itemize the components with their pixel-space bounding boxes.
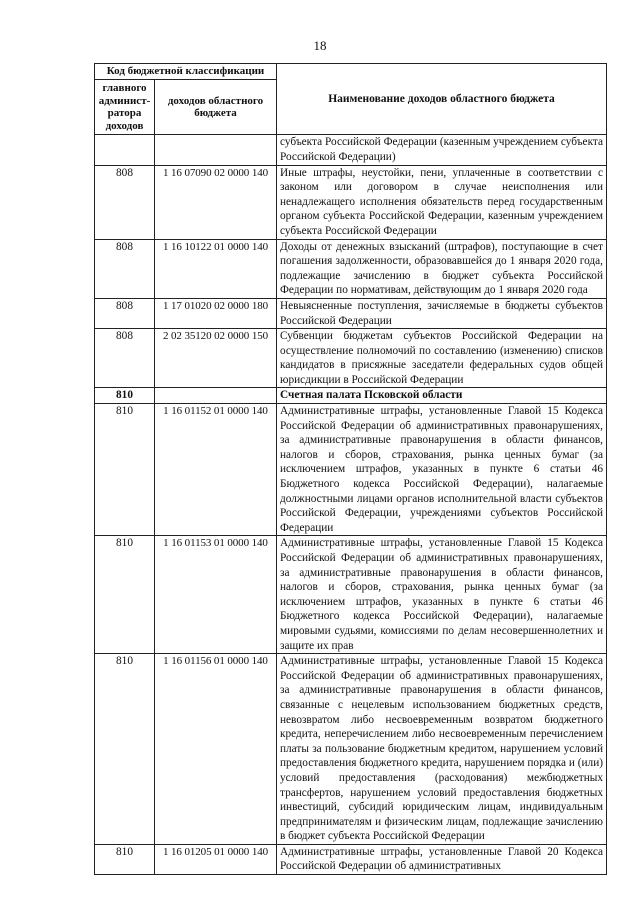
admin-code-cell: 810 <box>95 654 155 845</box>
table-row <box>95 844 607 874</box>
income-code-cell: 1 16 01153 01 0000 140 <box>155 536 277 654</box>
admin-code-cell: 808 <box>95 165 155 239</box>
admin-code-cell: 810 <box>95 404 155 536</box>
income-name-cell: Административные штрафы, установленные Главой 20 Кодекса Российской Федерации об административных <box>277 844 607 874</box>
table-row <box>95 536 607 654</box>
income-name-cell: Иные штрафы, неустойки, пени, уплаченные в соответствии с законом или договором в случае неисполнения или ненадлежащего исполнения обязательств перед государственным органом субъекта Российской Федерации, казенным учреждением субъекта Российской Федерации <box>277 165 607 239</box>
table-row <box>95 404 607 536</box>
income-code-cell: 1 16 07090 02 0000 140 <box>155 165 277 239</box>
table-header-row <box>95 64 607 80</box>
income-code-cell <box>155 135 277 165</box>
table-row <box>95 654 607 845</box>
table-body <box>95 135 607 875</box>
income-code-cell: 1 16 01205 01 0000 140 <box>155 844 277 874</box>
budget-income-table <box>94 63 607 875</box>
income-code-cell: 1 16 01156 01 0000 140 <box>155 654 277 845</box>
table-row <box>95 298 607 328</box>
table-row <box>95 239 607 298</box>
table-row <box>95 329 607 388</box>
admin-code-cell: 808 <box>95 329 155 388</box>
table-row <box>95 135 607 165</box>
income-code-cell <box>155 388 277 404</box>
income-code-cell: 1 16 01152 01 0000 140 <box>155 404 277 536</box>
income-name-cell: Административные штрафы, установленные Главой 15 Кодекса Российской Федерации об административных правонарушениях, за административные правонарушения в области финансов, связанные с нецелевым использованием бюджетных средств, невозвратом либо несвоевременным возвратом бюджетного кредита, неперечислением либо несвоевременным перечислением платы за пользование бюджетным кредитом, нарушением условий предоставления бюджетного кредита, нарушением порядка и (или) условий предоставления (расходования) межбюджетных трансфертов, нарушением условий предоставления бюджетных инвестиций, субсидий юридическим лицам, индивидуальным предпринимателям и физическим лицам, подлежащие зачислению в бюджет субъекта Российской Федерации <box>277 654 607 845</box>
admin-code-cell: 810 <box>95 844 155 874</box>
income-name-cell: Административные штрафы, установленные Главой 15 Кодекса Российской Федерации об административных правонарушениях, за административные правонарушения в области финансов, налогов и сборов, страхования, рынка ценных бумаг (за исключением штрафов, указанных в пункте 6 статьи 46 Бюджетного кодекса Российской Федерации), налагаемые мировыми судьями, комиссиями по делам несовершеннолетних и защите их прав <box>277 536 607 654</box>
income-code-cell: 1 17 01020 02 0000 180 <box>155 298 277 328</box>
table-row <box>95 388 607 404</box>
admin-code-cell <box>95 135 155 165</box>
income-name-header: Наименование доходов областного бюджета <box>277 64 607 135</box>
budget-classification-header: Код бюджетной классификации <box>95 64 277 80</box>
income-code-cell: 1 16 10122 01 0000 140 <box>155 239 277 298</box>
income-name-cell: субъекта Российской Федерации (казенным учреждением субъекта Российской Федерации) <box>277 135 607 165</box>
admin-code-cell: 808 <box>95 298 155 328</box>
income-name-cell: Счетная палата Псковской области <box>277 388 607 404</box>
income-name-cell: Доходы от денежных взысканий (штрафов), поступающие в счет погашения задолженности, образовавшейся до 1 января 2020 года, подлежащие зачислению в бюджет субъекта Российской Федерации по нормативам, действующим до 1 января 2020 года <box>277 239 607 298</box>
admin-code-header: главного админист-ратора доходов <box>95 80 155 135</box>
income-name-cell: Административные штрафы, установленные Главой 15 Кодекса Российской Федерации об административных правонарушениях, за административные правонарушения в области финансов, налогов и сборов, страхования, рынка ценных бумаг (за исключением штрафов, указанных в пункте 6 статьи 46 Бюджетного кодекса Российской Федерации), налагаемые должностными лицами органов исполнительной власти субъектов Российской Федерации, учреждениями субъектов Российской Федерации <box>277 404 607 536</box>
admin-code-cell: 808 <box>95 239 155 298</box>
admin-code-cell: 810 <box>95 536 155 654</box>
income-code-header: доходов областного бюджета <box>155 80 277 135</box>
income-name-cell: Невыясненные поступления, зачисляемые в бюджеты субъектов Российской Федерации <box>277 298 607 328</box>
admin-code-cell: 810 <box>95 388 155 404</box>
income-name-cell: Субвенции бюджетам субъектов Российской Федерации на осуществление полномочий по составлению (изменению) списков кандидатов в присяжные заседатели федеральных судов общей юрисдикции в Российской Федерации <box>277 329 607 388</box>
page-number: 18 <box>313 38 327 53</box>
income-code-cell: 2 02 35120 02 0000 150 <box>155 329 277 388</box>
table-row <box>95 165 607 239</box>
